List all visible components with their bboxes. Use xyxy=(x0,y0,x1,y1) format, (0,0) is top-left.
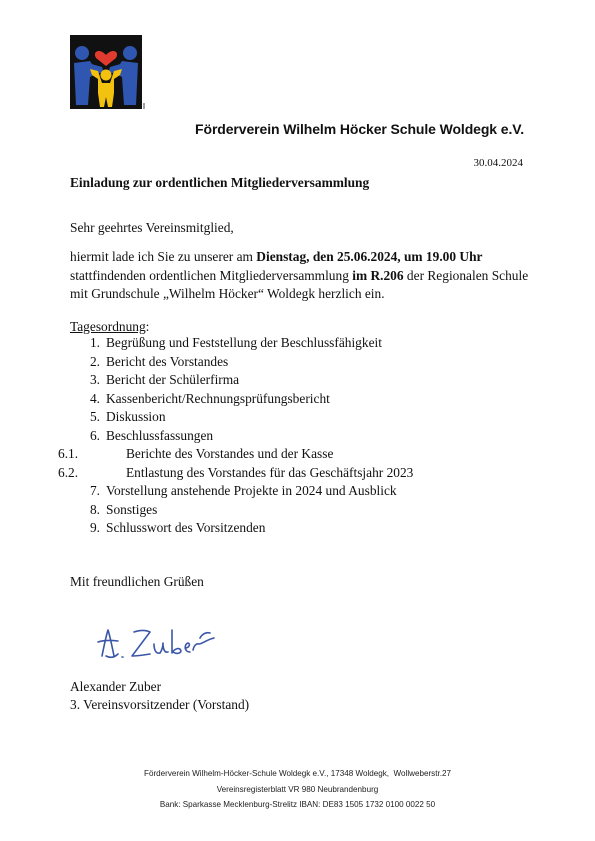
agenda-text: Bericht der Schülerfirma xyxy=(106,372,240,387)
agenda-number: 5. xyxy=(89,409,100,424)
letter-date: 30.04.2024 xyxy=(473,157,523,169)
letter-subject: Einladung zur ordentlichen Mitgliederversammlung xyxy=(70,175,370,190)
footer xyxy=(0,766,595,813)
agenda-number: 7. xyxy=(89,483,100,498)
signer-role: 3. Vereinsvorsitzender (Vorstand) xyxy=(70,697,250,712)
invitation-paragraph xyxy=(70,248,540,304)
agenda-heading-colon: : xyxy=(145,319,150,334)
agenda-text: Bericht des Vorstandes xyxy=(106,353,229,369)
meeting-room: im R.206 xyxy=(352,267,404,283)
body-text-part: der Regionalen Schule mit Grundschule „Wilhelm Höcker“ Woldegk herzlich ein. xyxy=(70,267,529,301)
handwritten-signature xyxy=(92,620,220,668)
agenda-number: 4. xyxy=(89,390,100,406)
agenda-text: Beschlussfassungen xyxy=(106,427,214,443)
footer-register: Vereinsregisterblatt VR 980 Neubrandenburg xyxy=(216,784,379,794)
agenda-text: Schlusswort des Vorsitzenden xyxy=(106,520,266,535)
agenda-text: Sonstiges xyxy=(106,501,158,517)
agenda-heading-label: Tagesordnung xyxy=(70,319,146,334)
agenda-number: 6.1. xyxy=(58,446,79,461)
agenda-text: Entlastung des Vorstandes für das Geschäftsjahr 2023 xyxy=(126,464,414,480)
agenda-text: Diskussion xyxy=(106,409,166,424)
footer-bank: Bank: Sparkasse Mecklenburg-Strelitz IBAN: DE83 1505 1732 0100 0022 50 xyxy=(159,800,436,809)
agenda-text: Kassenbericht/Rechnungsprüfungsbericht xyxy=(106,390,330,406)
body-text-part: stattfindenden ordentlichen Mitgliederversammlung xyxy=(70,267,353,283)
agenda-heading xyxy=(70,319,149,335)
agenda-number: 6.2. xyxy=(58,464,79,480)
body-text-part: hiermit lade ich Sie zu unserer am xyxy=(70,249,257,264)
agenda-number: 6. xyxy=(89,427,100,443)
salutation: Sehr geehrtes Vereinsmitglied, xyxy=(70,220,234,235)
agenda-text: Berichte des Vorstandes und der Kasse xyxy=(126,446,334,461)
organization-title: Förderverein Wilhelm Höcker Schule Woldegk e.V. xyxy=(195,121,524,137)
footer-address: Förderverein Wilhelm-Höcker-Schule Woldegk e.V., 17348 Woldegk, Wollweberstr.27 xyxy=(144,769,451,778)
signer-name: Alexander Zuber xyxy=(70,679,162,694)
two-figures-carrying-heart-logo xyxy=(68,33,148,113)
agenda-number: 2. xyxy=(89,353,100,369)
agenda-text: Vorstellung anstehende Projekte in 2024 und Ausblick xyxy=(106,483,397,498)
closing-phrase: Mit freundlichen Grüßen xyxy=(70,574,204,589)
agenda-number: 8. xyxy=(89,501,100,517)
agenda-number: 1. xyxy=(89,335,100,350)
agenda-number: 3. xyxy=(89,372,100,387)
agenda-text: Begrüßung und Feststellung der Beschlussfähigkeit xyxy=(106,335,382,350)
meeting-date-time: Dienstag, den 25.06.2024, um 19.00 Uhr xyxy=(256,249,483,264)
agenda-number: 9. xyxy=(89,520,100,535)
